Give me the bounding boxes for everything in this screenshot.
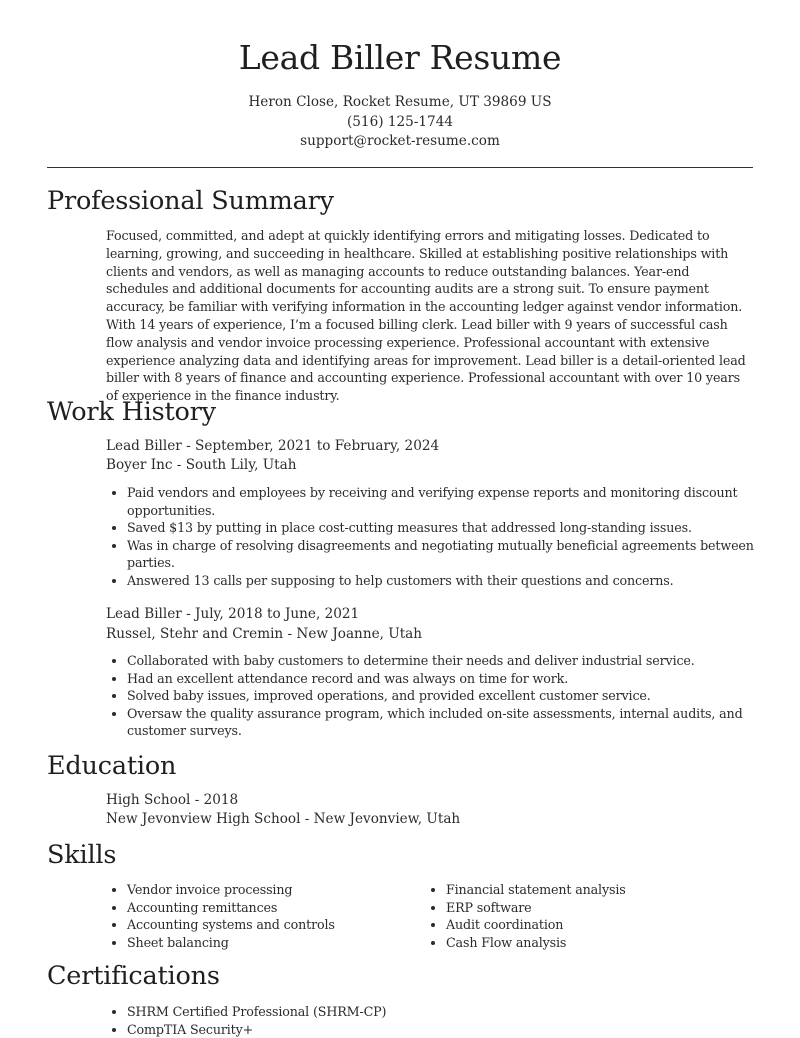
skill-item: • Audit coordination [446, 916, 746, 934]
job-title-dates: Lead Biller - September, 2021 to February, 2024 [106, 438, 440, 454]
job-bullet: • Collaborated with baby customers to determine their needs and deliver industrial service. [127, 652, 777, 670]
contact-address: Heron Close, Rocket Resume, UT 39869 US [248, 94, 552, 110]
job-bullet: • Paid vendors and employees by receiving and verifying expense reports and monitoring discount opportunities. [127, 484, 777, 519]
certification-item: • CompTIA Security+ [127, 1021, 777, 1038]
job-company-location: Boyer Inc - South Lily, Utah [106, 457, 297, 473]
skill-item: • ERP software [446, 899, 746, 917]
job-bullet: • Was in charge of resolving disagreements and negotiating mutually beneficial agreements between parties. [127, 537, 777, 572]
skills-list-right [425, 881, 746, 951]
resume-title: Lead Biller Resume [238, 38, 562, 77]
contact-phone: (516) 125-1744 [346, 114, 453, 130]
skill-item: • Cash Flow analysis [446, 934, 746, 952]
job-bullet: • Oversaw the quality assurance program, which included on-site assessments, internal audits, and customer surveys. [127, 705, 777, 740]
contact-email: support@rocket-resume.com [300, 133, 500, 149]
certification-item: • SHRM Certified Professional (SHRM-CP) [127, 1003, 777, 1021]
job-title-dates: Lead Biller - July, 2018 to June, 2021 [106, 606, 360, 622]
section-title-education: Education [47, 751, 177, 781]
header-divider [47, 167, 753, 168]
job-bullet-list [106, 484, 777, 590]
skills-list-left [106, 881, 427, 951]
education-degree-year: High School - 2018 [106, 792, 239, 808]
summary-text: Focused, committed, and adept at quickly identifying errors and mitigating losses. Dedicated to learning, growing, and succeeding in healthcare. Skilled at establishing positive relationships with clients and vendors, as well as managing accounts to reduce outstanding balances. Year-end schedules and additional documents for accounting audits are a strong suit. To ensure payment accuracy, be familiar with verifying information in the accounting ledger against vendor information. With 14 years of experience, I’m a focused billing clerk. Lead biller with 9 years of successful cash flow analysis and vendor invoice processing experience. Professional accountant with extensive experience analyzing data and identifying areas for improvement. Lead biller is a detail-oriented lead biller with 8 years of finance and accounting experience. Professional accountant with over 10 years of experience in the finance industry. [106, 228, 746, 404]
job-bullet: • Had an excellent attendance record and was always on time for work. [127, 670, 777, 688]
job-bullet: • Answered 13 calls per supposing to help customers with their questions and concerns. [127, 572, 777, 590]
skill-item: • Sheet balancing [127, 934, 427, 952]
section-title-certifications: Certifications [47, 961, 220, 991]
job-bullet-list [106, 652, 777, 740]
job-bullet: • Solved baby issues, improved operations, and provided excellent customer service. [127, 687, 777, 705]
skill-item: • Vendor invoice processing [127, 881, 427, 899]
section-title-skills: Skills [47, 840, 117, 870]
section-title-summary: Professional Summary [47, 186, 334, 216]
skill-item: • Financial statement analysis [446, 881, 746, 899]
section-title-work-history: Work History [47, 397, 216, 427]
job-bullet: • Saved $13 by putting in place cost-cutting measures that addressed long-standing issues. [127, 519, 777, 537]
certifications-list [106, 1003, 777, 1038]
education-school-location: New Jevonview High School - New Jevonview, Utah [106, 811, 461, 827]
skill-item: • Accounting systems and controls [127, 916, 427, 934]
skill-item: • Accounting remittances [127, 899, 427, 917]
job-company-location: Russel, Stehr and Cremin - New Joanne, Utah [106, 626, 423, 642]
